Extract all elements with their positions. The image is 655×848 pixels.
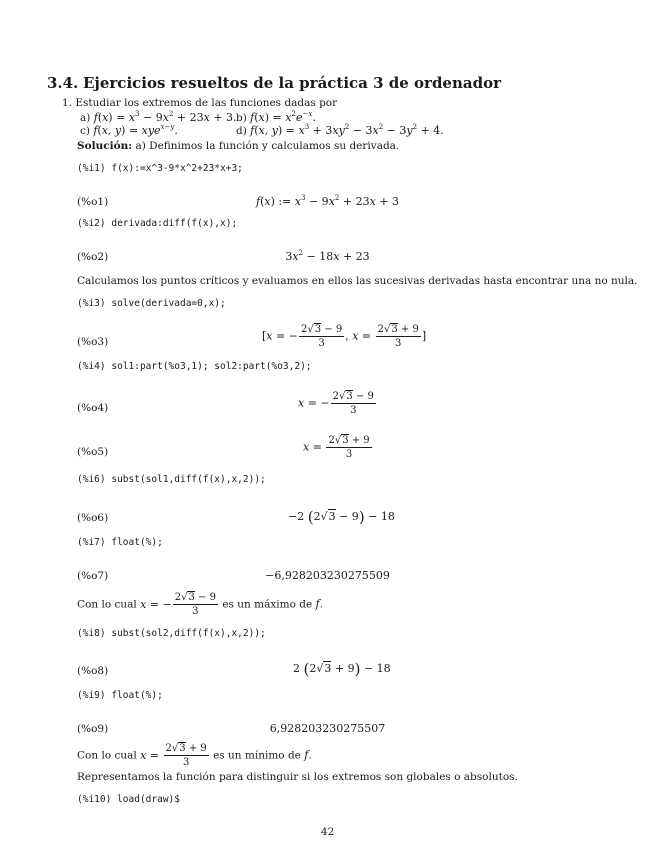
maxima-input-10: (%i10) load(draw)$ bbox=[77, 794, 180, 805]
output-o1: f(x) := $x^3 - 9x^2 + 23x + 3$ bbox=[255, 194, 400, 208]
output-label-o2: (%o2) bbox=[77, 251, 109, 263]
function-a: a) $f(x) = x^3 - 9x^2 + 23x + 3$. bbox=[80, 110, 237, 124]
solution-intro: Solución: a) Definimos la función y calculamos su derivada. bbox=[77, 140, 400, 152]
exercise-number: 1. bbox=[62, 97, 73, 109]
minimum-statement: Con lo cual x = $\frac{2√3 + 9}{3}$ es un mínimo de f. bbox=[77, 743, 312, 768]
output-label-o3: (%o3) bbox=[77, 336, 109, 348]
output-o2: $3x^2 - 18x + 23$ bbox=[285, 249, 370, 263]
function-b: b) $f(x) = x^2e^{-x}$. bbox=[236, 110, 316, 124]
function-c: c) f(x, y) = xye$^{x-y}$. bbox=[80, 123, 178, 137]
maxima-input-8: (%i8) subst(sol2,diff(f(x),x,2)); bbox=[77, 628, 266, 639]
critical-points-text: Calculamos los puntos críticos y evaluamos en ellos las sucesivas derivadas hasta encontrar una no nula. bbox=[77, 275, 638, 287]
output-label-o4: (%o4) bbox=[77, 402, 109, 414]
page-number: 42 bbox=[320, 826, 335, 838]
output-o5: x = $\frac{2√3 + 9}{3}$ bbox=[303, 435, 370, 460]
maxima-input-9: (%i9) float(%); bbox=[77, 690, 163, 701]
output-label-o8: (%o8) bbox=[77, 665, 109, 677]
output-label-o1: (%o1) bbox=[77, 196, 109, 208]
maxima-input-7: (%i7) float(%); bbox=[77, 537, 163, 548]
plot-text: Representamos la función para distinguir si los extremos son globales o absolutos. bbox=[77, 771, 518, 783]
maxima-input-2: (%i2) derivada:diff(f(x),x); bbox=[77, 218, 238, 229]
function-d: d) f(x, $y) = x^3 + 3xy^2 - 3x^2 - 3y^2 + 4$. bbox=[236, 123, 444, 137]
solution-label: Solución: bbox=[77, 140, 133, 152]
output-o6: −2 (2√3 − 9) − 18 bbox=[288, 508, 395, 526]
section-heading bbox=[47, 74, 501, 92]
output-label-o7: (%o7) bbox=[77, 570, 109, 582]
output-label-o5: (%o5) bbox=[77, 446, 109, 458]
section-title: Ejercicios resueltos de la práctica 3 de ordenador bbox=[83, 74, 501, 92]
output-label-o6: (%o6) bbox=[77, 512, 109, 524]
output-o7: −6,928203230275509 bbox=[265, 569, 390, 582]
output-o4: x = − $\frac{2√3 - 9}{3}$ bbox=[298, 391, 374, 416]
section-number: 3.4. bbox=[47, 74, 79, 92]
output-label-o9: (%o9) bbox=[77, 723, 109, 735]
maxima-input-3: (%i3) solve(derivada=0,x); bbox=[77, 298, 226, 309]
output-o3: [x = − $\frac{2√3 - 9}{3}$ , x = $\frac{2√3 + 9}{3}$ ] bbox=[262, 324, 427, 349]
exercise-statement: 1. Estudiar los extremos de las funciones dadas por bbox=[62, 97, 338, 109]
output-o9: 6,928203230275507 bbox=[269, 722, 386, 735]
maxima-input-4: (%i4) sol1:part(%o3,1); sol2:part(%o3,2); bbox=[77, 361, 312, 372]
maximum-statement: Con lo cual x = − $\frac{2√3 - 9}{3}$ es un máximo de f. bbox=[77, 592, 323, 617]
maxima-input-1: (%i1) f(x):=x^3-9*x^2+23*x+3; bbox=[77, 163, 243, 174]
output-o8: 2 (2√3 + 9) − 18 bbox=[293, 660, 391, 678]
maxima-input-6: (%i6) subst(sol1,diff(f(x),x,2)); bbox=[77, 474, 266, 485]
